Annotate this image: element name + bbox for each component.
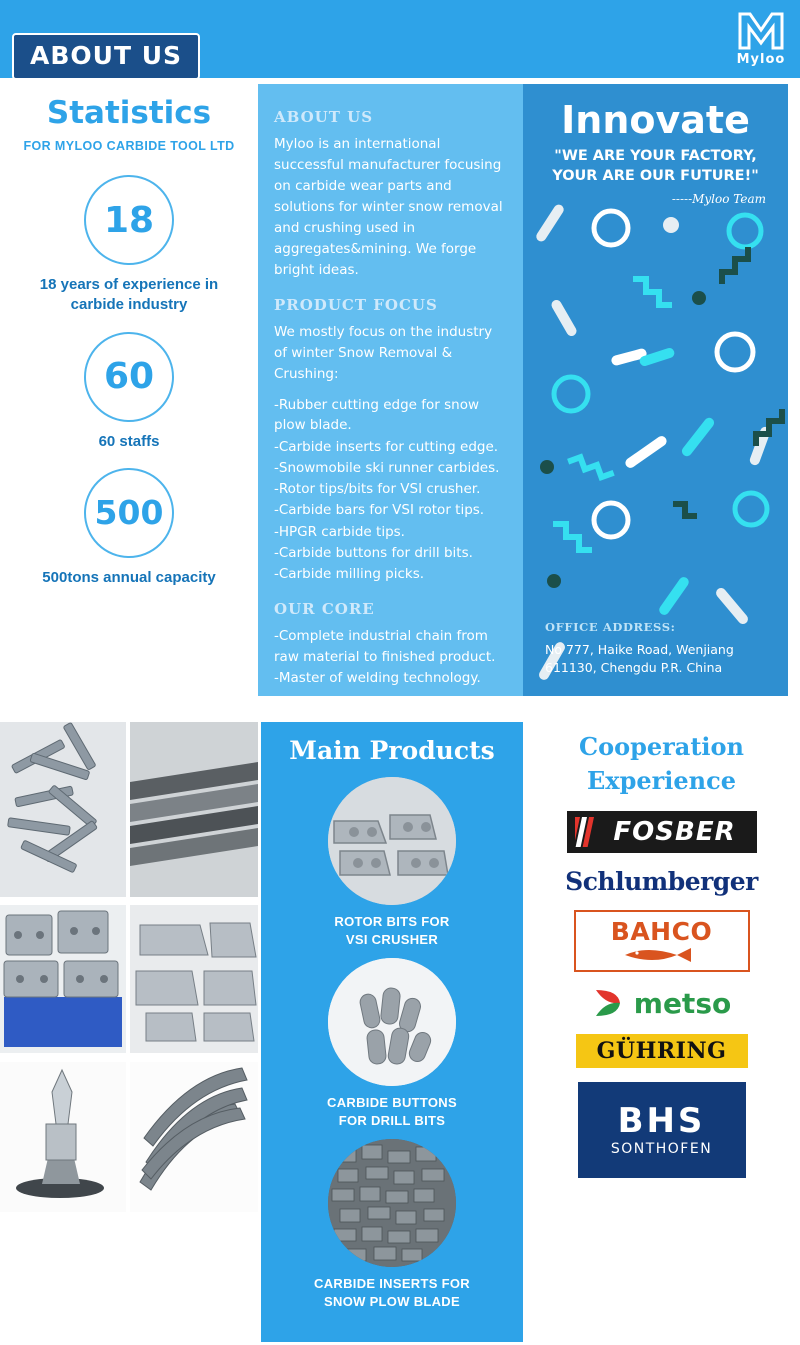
brand-name: FOSBER	[613, 817, 736, 848]
brand-logo-metso	[523, 986, 800, 1020]
statistics-title: Statistics	[46, 95, 212, 131]
stat-item	[0, 175, 258, 316]
our-core-list	[274, 626, 507, 688]
product-label-line2: SNOW PLOW BLADE	[324, 1293, 460, 1309]
focus-list-item: -Carbide inserts for cutting edge.	[274, 438, 499, 455]
innovate-title: Innovate	[561, 98, 750, 142]
products-section	[0, 712, 800, 1345]
product-label-line2: FOR DRILL BITS	[338, 1112, 446, 1128]
milling-pick-photo	[0, 1062, 126, 1212]
brand-subtitle: SONTHOFEN	[610, 1140, 713, 1157]
statistics-block	[0, 95, 258, 604]
office-address	[545, 641, 770, 679]
product-label-line1: ROTOR BITS FOR	[334, 914, 450, 929]
brand-logo-fosber	[567, 811, 757, 853]
about-text-panel	[258, 84, 523, 696]
focus-list-item: -Carbide milling picks.	[274, 566, 425, 583]
innovate-quote-line1: "WE ARE YOUR FACTORY,	[554, 148, 757, 164]
cooperation-title-line2: Experience	[586, 765, 736, 795]
logo-wordmark: Myloo	[736, 52, 786, 67]
product-item[interactable]	[261, 958, 523, 1129]
brand-name: metso	[633, 986, 732, 1020]
main-products-title: Main Products	[289, 736, 495, 765]
stat-value: 500	[84, 468, 174, 558]
m-logo-icon	[736, 8, 786, 52]
product-item[interactable]	[261, 777, 523, 948]
product-focus-heading: PRODUCT FOCUS	[274, 296, 438, 315]
product-focus-list	[274, 395, 507, 584]
rotor-bits-image	[328, 777, 456, 905]
stat-item	[0, 468, 258, 588]
statistics-subtitle: FOR MYLOO CARBIDE TOOL LTD	[23, 139, 235, 153]
main-products-panel	[261, 722, 523, 1342]
brand-name: BAHCO	[610, 916, 713, 946]
product-label	[261, 1275, 523, 1310]
innovate-quote-line2: YOUR ARE OUR FUTURE!"	[552, 168, 759, 185]
product-focus-intro: We mostly focus on the industry of winter Snow Removal & Crushing:	[274, 324, 493, 383]
carbide-plates-photo	[130, 722, 258, 897]
stat-item	[0, 332, 258, 452]
carbide-inserts-holders-photo	[130, 905, 258, 1053]
about-heading: ABOUT US	[274, 108, 374, 126]
our-core-heading: OUR CORE	[274, 600, 375, 619]
focus-list-item: -HPGR carbide tips.	[274, 523, 405, 540]
focus-list-item: -Rotor tips/bits for VSI crusher.	[274, 481, 481, 498]
focus-list-item: -Carbide buttons for drill bits.	[274, 544, 473, 561]
decorative-shapes	[523, 84, 788, 696]
product-label-line1: CARBIDE INSERTS FOR	[314, 1276, 470, 1292]
core-list-item: -Complete industrial chain from raw material to finished product.	[274, 628, 496, 665]
brand-name: BHS	[617, 1101, 706, 1142]
product-label	[261, 1094, 523, 1129]
brand-logo-schlumberger: Schlumberger	[565, 867, 758, 897]
focus-list-item: -Snowmobile ski runner carbides.	[274, 459, 500, 476]
focus-list-item: -Rubber cutting edge for snow plow blade.	[274, 397, 480, 434]
carbide-bars-photo	[0, 722, 126, 897]
cooperation-title-line1: Cooperation	[578, 732, 745, 761]
brand-logo-bhs	[578, 1082, 746, 1178]
product-label	[261, 913, 523, 948]
about-body: Myloo is an international successful manufacturer focusing on carbide wear parts and solutions for winter snow removal and crushing used in aggregates&mining. We forge bright ideas.	[274, 136, 503, 278]
product-label-line2: VSI CRUSHER	[345, 931, 439, 947]
cooperation-title	[523, 730, 800, 797]
stat-label: 60 staffs	[98, 432, 160, 450]
innovate-panel	[523, 84, 788, 696]
address-line-1: No 777, Haike Road, Wenjiang	[545, 641, 734, 657]
product-label-line1: CARBIDE BUTTONS	[327, 1095, 457, 1111]
carbide-tips-photo	[130, 1062, 258, 1212]
carbide-buttons-image	[328, 958, 456, 1086]
core-list-item: -Master of welding technology.	[274, 669, 481, 686]
fosber-stripes-icon	[575, 817, 597, 847]
company-logo	[722, 0, 800, 78]
stat-value: 18	[84, 175, 174, 265]
product-item[interactable]	[261, 1139, 523, 1310]
about-us-badge: ABOUT US	[12, 33, 200, 80]
brand-logo-bahco	[574, 910, 750, 972]
brand-logo-guhring: GÜHRING	[576, 1034, 748, 1068]
stat-label: 500tons annual capacity	[42, 568, 216, 586]
address-line-2: 611130, Chengdu P.R. China	[545, 660, 723, 676]
fish-icon	[619, 946, 705, 964]
office-address-label: OFFICE ADDRESS:	[545, 620, 676, 634]
carbide-inserts-image	[328, 1139, 456, 1267]
focus-list-item: -Carbide bars for VSI rotor tips.	[274, 502, 485, 519]
stat-value: 60	[84, 332, 174, 422]
metso-mark-icon	[592, 986, 626, 1020]
snow-plow-blades-photo	[0, 905, 126, 1053]
product-photo-gallery	[0, 722, 258, 1337]
cooperation-experience-block	[523, 722, 800, 1342]
innovate-signature: -----Myloo Team	[671, 192, 766, 206]
stat-label: 18 years of experience in carbide industry	[39, 276, 219, 314]
